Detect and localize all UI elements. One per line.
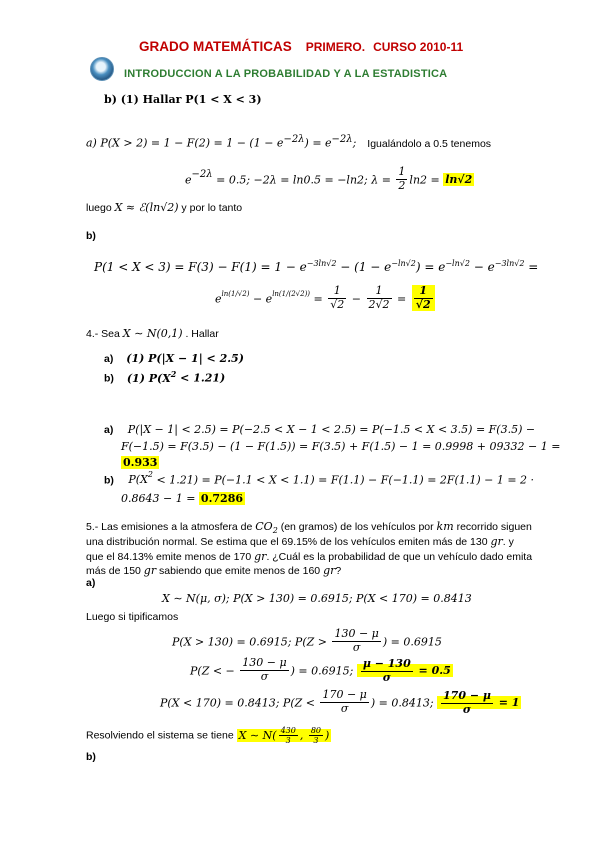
fraction: [240, 657, 288, 683]
standardize-eq1: [172, 628, 442, 654]
frac-den: σ: [352, 640, 361, 654]
eq-text: = 1: [494, 696, 520, 710]
eq-exp: −2λ: [191, 169, 213, 181]
frac-num: 430: [280, 726, 296, 735]
problem-4-sol-a-line1: [104, 420, 535, 438]
text: sabiendo que emite menos de 160: [156, 565, 324, 577]
frac-num: 1: [328, 285, 346, 299]
fraction: [328, 285, 346, 311]
fraction: [309, 726, 323, 745]
item-text: (1) P(X: [126, 371, 171, 385]
formula-sub: 2: [272, 526, 278, 536]
highlighted-equation: [437, 689, 521, 716]
problem-4-sol-a-result: [121, 453, 159, 471]
header-year-level: PRIMERO.: [305, 40, 366, 54]
problem-4-statement: [86, 327, 219, 340]
question-b-prompt: [104, 93, 262, 106]
unit: gr: [323, 564, 336, 577]
eq-text: F(−1.5) = F(3.5) − (1 − F(1.5)) = F(3.5) + F(1.5) − 1 = 0.9998 + 09332 − 1 =: [121, 440, 561, 453]
frac-num: 170 − μ: [443, 689, 491, 703]
text: . y: [502, 536, 514, 548]
fraction: [279, 726, 298, 745]
text: Resolviendo el sistema se tiene: [86, 729, 237, 742]
eq-exp: −ln√2: [391, 259, 416, 268]
frac-num: μ − 130: [362, 657, 411, 671]
eq-text: ) = 0.8413;: [370, 696, 438, 710]
problem-5-line3: [86, 550, 532, 563]
eq-text: ,: [299, 728, 307, 742]
problem-4-item-b: [104, 369, 225, 385]
eq-text: e: [185, 173, 192, 187]
text: . Hallar: [182, 328, 219, 340]
eq-text: e: [215, 292, 222, 306]
course-header: [139, 39, 463, 54]
frac-num: 1: [367, 285, 392, 299]
problem-5-line2: [86, 535, 514, 548]
frac-den: √2: [415, 297, 431, 311]
item-text: (1) P(|X − 1| < 2.5): [126, 352, 244, 365]
eq-text: ;: [352, 136, 357, 150]
text: 5.- Las emisiones a la atmosfera de: [86, 521, 256, 533]
unit: km: [436, 520, 454, 533]
text: luego: [86, 202, 115, 214]
eq-text: P(1 < X < 3) = F(3) − F(1) = 1 − e: [94, 260, 307, 274]
unit: gr: [490, 535, 503, 548]
solution-statement: [86, 726, 331, 745]
item-label: a): [104, 424, 114, 436]
unit: gr: [254, 550, 267, 563]
header-degree: GRADO MATEMÁTICAS: [139, 39, 292, 54]
fraction: [332, 628, 380, 654]
highlighted-result: [412, 285, 435, 311]
frac-num: 80: [310, 726, 322, 735]
problem-5-line1: [86, 520, 532, 535]
text: más de 150: [86, 565, 144, 577]
problem-5-givens: [162, 589, 472, 607]
distribution: X ∼ N(0,1): [122, 327, 183, 340]
frac-den: 2: [398, 178, 406, 192]
text: ?: [335, 565, 342, 577]
distribution: X ≈ ℰ(ln√2): [114, 201, 179, 214]
text: (en gramos) de los vehículos por: [277, 521, 437, 533]
eq-text: =: [393, 292, 410, 306]
item-exp: 2: [170, 369, 177, 379]
part-b-line2: [215, 285, 437, 311]
highlighted-result: ln√2: [445, 173, 473, 187]
frac-num: 1: [398, 165, 406, 178]
eq-text: ln2 =: [409, 173, 444, 187]
frac-den: 3: [313, 736, 319, 746]
item-text: < 1.21): [176, 371, 226, 385]
text: y por lo tanto: [178, 202, 243, 214]
part-b-label: b): [86, 230, 96, 242]
standardize-eq3: [160, 689, 521, 717]
frac-num: 130 − μ: [334, 627, 379, 640]
question-b-text: b) (1) Hallar P(1 < X < 3): [104, 93, 262, 106]
standardize-text: Luego si tipificamos: [86, 611, 179, 623]
eq-exp: −2λ: [331, 134, 353, 145]
eq-exp: ln(1/√2): [221, 290, 250, 299]
eq-text: ) = e: [304, 136, 332, 150]
frac-den: 3: [285, 736, 291, 746]
eq-exp: −3ln√2: [306, 259, 337, 268]
problem-5-part-b-label: b): [86, 751, 96, 763]
item-label: b): [104, 474, 114, 487]
highlighted-result: 0.7286: [200, 492, 244, 505]
eq-text: P(X > 130) = 0.6915; P(Z >: [172, 635, 331, 649]
text: . ¿Cuál es la probabilidad de que un vehículo dado emita: [266, 551, 533, 563]
frac-den: σ: [462, 702, 472, 716]
text: 4.- Sea: [86, 328, 123, 340]
solution-a-line1: [86, 134, 491, 150]
problem-5-part-a-label: a): [86, 577, 96, 589]
eq-text: P(Z < −: [190, 664, 239, 678]
fraction: [361, 658, 413, 684]
university-logo: [90, 57, 114, 81]
equate-text: Igualándolo a 0.5 tenemos: [367, 137, 492, 150]
part-b-line1: [94, 259, 538, 274]
problem-4-sol-a-line2: [121, 437, 560, 455]
frac-den: 2√2: [368, 297, 390, 311]
eq-text: =: [524, 260, 539, 274]
frac-den: σ: [260, 669, 269, 683]
fraction: [441, 690, 493, 716]
eq-exp: ln(1/(2√2)): [272, 290, 311, 299]
eq-text: − e: [469, 260, 495, 274]
problem-4-sol-b-line2: [121, 489, 245, 507]
fraction: [320, 689, 368, 715]
eq-text: ) = 0.6915;: [290, 664, 357, 678]
eq-text: ) = e: [415, 260, 446, 274]
highlighted-equation: [357, 657, 453, 684]
eq-text: 0.8643 − 1 =: [121, 492, 199, 505]
text: una distribución normal. Se estima que el 69.15% de los vehículos emiten más de 130: [86, 536, 491, 548]
eq-text: P(X < 170) = 0.8413; P(Z <: [160, 696, 319, 710]
eq-text: −: [348, 292, 365, 306]
standardize-eq2: [190, 657, 453, 685]
eq-text: ) = 0.6915: [382, 635, 442, 649]
problem-4-item-a: [104, 352, 244, 365]
eq-exp: 2: [147, 470, 153, 479]
eq-text: ): [325, 728, 330, 742]
text: que el 84.13% emite menos de 170: [86, 551, 255, 563]
eq-text: < 1.21) = P(−1.1 < X < 1.1) = F(1.1) − F(−1.1) = 2F(1.1) − 1 = 2 ·: [153, 473, 535, 487]
subject-title: INTRODUCCION A LA PROBABILIDAD Y A LA ESTADISTICA: [124, 68, 448, 80]
eq-exp: −2λ: [283, 134, 305, 145]
problem-4-sol-b-line1: [104, 470, 534, 488]
problem-5-line4: [86, 564, 341, 577]
solution-a-line2: [185, 166, 474, 192]
formula: CO: [255, 520, 273, 533]
eq-text: = 0.5; −2λ = ln0.5 = −ln2; λ =: [212, 173, 395, 187]
fraction: [367, 285, 392, 311]
solution-a-line3: [86, 201, 242, 214]
eq-exp: −3ln√2: [494, 259, 525, 268]
fraction: [396, 166, 407, 192]
frac-num: 170 − μ: [322, 688, 367, 701]
eq-text: − e: [249, 292, 273, 306]
eq-text: − (1 − e: [336, 260, 392, 274]
eq-text: =: [310, 292, 327, 306]
frac-den: σ: [340, 701, 349, 715]
eq-text: P(X: [128, 473, 148, 487]
item-label: a): [104, 353, 114, 365]
eq-text: = 0.5: [414, 664, 451, 678]
eq-text: P(|X − 1| < 2.5) = P(−2.5 < X − 1 < 2.5) = P(−1.5 < X < 3.5) = F(3.5) −: [127, 423, 536, 436]
eq-text: a) P(X > 2) = 1 − F(2) = 1 − (1 − e: [86, 136, 284, 150]
highlighted-distribution: [237, 726, 332, 746]
frac-num: 1: [414, 285, 433, 299]
text: recorrido siguen: [453, 521, 532, 533]
eq-text: X ∼ N(: [238, 728, 277, 742]
header-course: CURSO 2010-11: [373, 40, 464, 54]
highlighted-result: 0.933: [123, 456, 158, 469]
item-label: b): [104, 372, 114, 385]
frac-den: σ: [382, 670, 391, 684]
unit: gr: [143, 564, 157, 577]
eq-text: X ∼ N(μ, σ); P(X > 130) = 0.6915; P(X < 170) = 0.8413: [162, 592, 472, 605]
eq-exp: −ln√2: [445, 259, 470, 268]
frac-den: √2: [330, 297, 345, 311]
frac-num: 130 − μ: [242, 656, 287, 669]
